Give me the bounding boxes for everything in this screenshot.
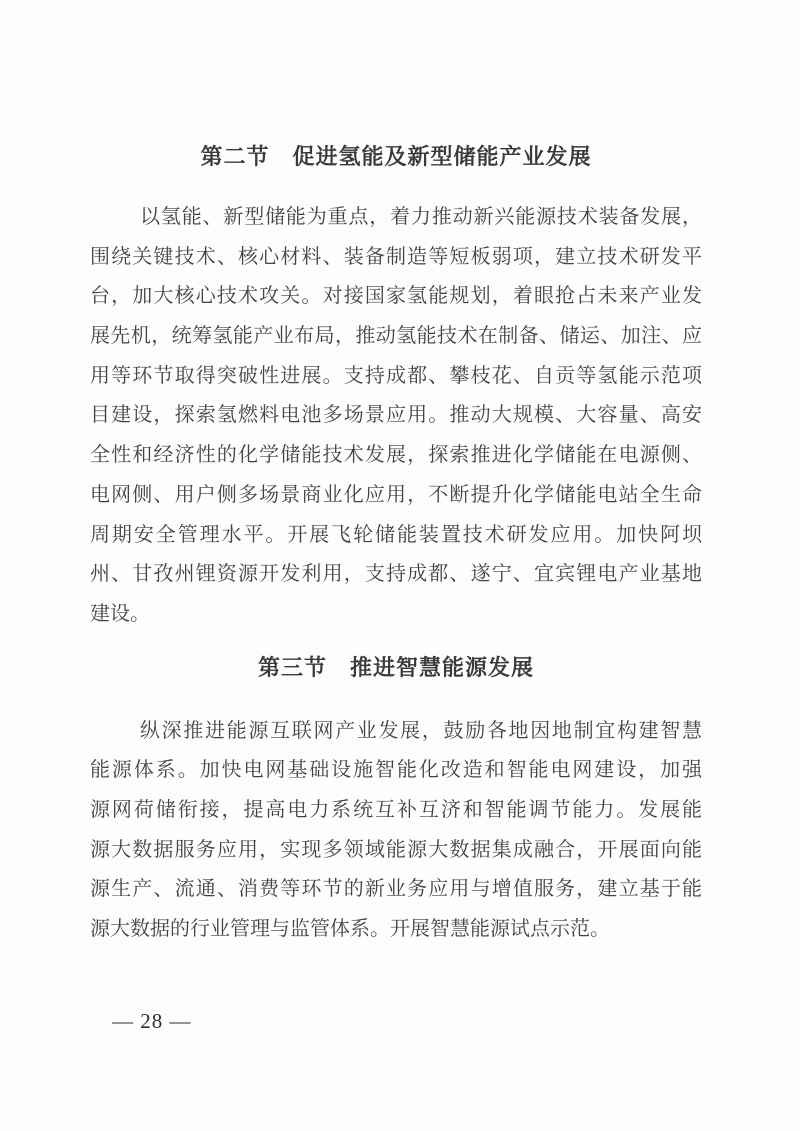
section-heading-3: 第三节 推进智慧能源发展 bbox=[257, 654, 534, 680]
text-line: 州、甘孜州锂资源开发利用，支持成都、遂宁、宜宾锂电产业基地 bbox=[90, 563, 702, 586]
text-line: 以氢能、新型储能为重点，着力推动新兴能源技术装备发展， bbox=[140, 206, 702, 228]
paragraph-hydrogen-storage bbox=[90, 198, 702, 635]
text-line: 展先机，统筹氢能产业布局，推动氢能技术在制备、储运、加注、应 bbox=[90, 325, 702, 348]
text-line: 源大数据的行业管理与监管体系。开展智慧能源试点示范。 bbox=[90, 918, 610, 940]
text-line: 电网侧、用户侧多场景商业化应用，不断提升化学储能电站全生命 bbox=[90, 483, 702, 506]
page-content bbox=[90, 0, 702, 950]
text-line: 能源体系。加快电网基础设施智能化改造和智能电网建设，加强 bbox=[90, 759, 702, 782]
text-line: 围绕关键技术、核心材料、装备制造等短板弱项，建立技术研发平 bbox=[90, 245, 702, 268]
text-line: 台，加大核心技术攻关。对接国家氢能规划，着眼抢占未来产业发 bbox=[90, 285, 702, 308]
paragraph-smart-energy bbox=[90, 712, 702, 950]
text-line: 目建设，探索氢燃料电池多场景应用。推动大规模、大容量、高安 bbox=[90, 404, 702, 427]
text-line: 用等环节取得突破性进展。支持成都、攀枝花、自贡等氢能示范项 bbox=[90, 364, 702, 387]
text-line: 纵深推进能源互联网产业发展，鼓励各地因地制宜构建智慧 bbox=[140, 719, 702, 742]
text-line: 源网荷储衔接，提高电力系统互补互济和智能调节能力。发展能 bbox=[90, 798, 702, 821]
text-line: 源生产、流通、消费等环节的新业务应用与增值服务，建立基于能 bbox=[90, 878, 702, 901]
text-line: 周期安全管理水平。开展飞轮储能装置技术研发应用。加快阿坝 bbox=[90, 523, 702, 546]
section-heading-2: 第二节 促进氢能及新型储能产业发展 bbox=[200, 144, 592, 169]
text-line: 全性和经济性的化学储能技术发展，探索推进化学储能在电源侧、 bbox=[90, 444, 702, 467]
page-number: — 28 — bbox=[112, 1009, 192, 1033]
text-line: 建设。 bbox=[90, 602, 150, 625]
text-line: 源大数据服务应用，实现多领域能源大数据集成融合，开展面向能 bbox=[90, 838, 702, 861]
